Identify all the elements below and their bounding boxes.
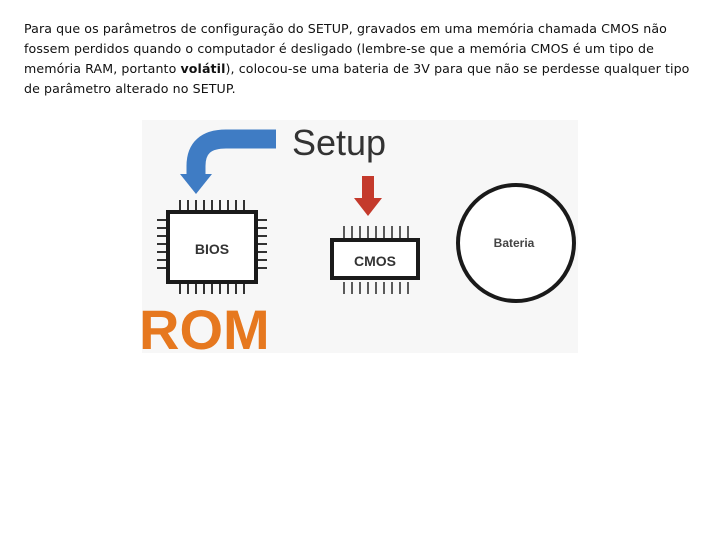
rom-label: ROM [139,298,270,361]
cmos-label: CMOS [354,253,396,269]
setup-label: Setup [292,122,387,163]
bios-chip [157,200,267,294]
paragraph-bold-word: volátil [180,61,226,76]
battery-circle [458,185,574,301]
bios-label: BIOS [194,241,230,257]
paragraph-part-1: Para que os parâmetros de configuração do SETUP, gravados em uma memória chamada CMOS não fossem perdidos quando o computador é desligado (lembre-se que a memória CMOS é um tipo de memória RAM, portanto [24,21,667,76]
paragraph-part-2: ), colocou-se uma bateria de 3V para que não se perdesse qualquer tipo de parâmetro alterado no SETUP. [24,61,690,96]
battery-label: Bateria [493,236,535,250]
